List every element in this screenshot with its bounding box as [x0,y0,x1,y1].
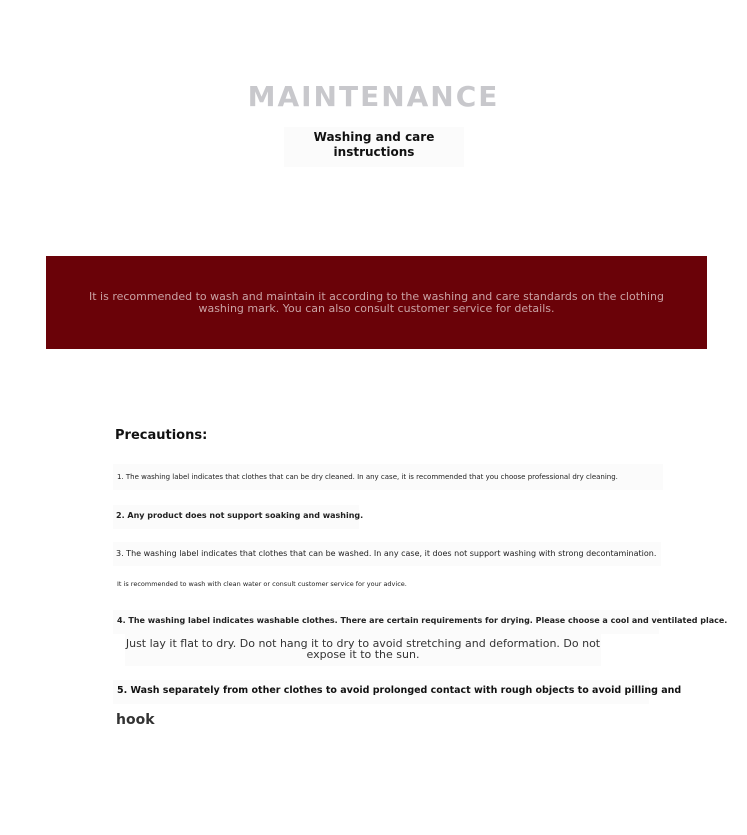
precaution-item-1: 1. The washing label indicates that clothes that can be dry cleaned. In any case, it is recommended that you choose professional dry cleaning. [113,464,663,490]
page-subtitle [284,127,464,167]
recommendation-banner [46,256,707,349]
subtitle-line-2: instructions [333,145,415,159]
precaution-item-3: 3. The washing label indicates that clothes that can be washed. In any case, it does not support washing with strong decontamination. [113,542,661,566]
precaution-item-5-continued: hook [113,708,161,734]
precaution-item-4: 4. The washing label indicates washable clothes. There are certain requirements for drying. Please choose a cool and ventilated place. [113,610,659,634]
precaution-item-4-note: Just lay it flat to dry. Do not hang it to dry to avoid stretching and deformation. Do not expose it to the sun. [125,634,601,666]
banner-text: It is recommended to wash and maintain it according to the washing and care standards on the clothing washing mark. You can also consult customer service for details. [89,289,664,315]
subtitle-line-1: Washing and care [313,130,435,144]
precaution-item-3-note: It is recommended to wash with clean water or consult customer service for your advice. [113,574,433,594]
page-title: MAINTENANCE [247,80,500,113]
precaution-item-2: 2. Any product does not support soaking and washing. [113,505,359,529]
precaution-item-5: 5. Wash separately from other clothes to avoid prolonged contact with rough objects to avoid pilling and [113,680,649,704]
precautions-title: Precautions: [115,428,208,443]
